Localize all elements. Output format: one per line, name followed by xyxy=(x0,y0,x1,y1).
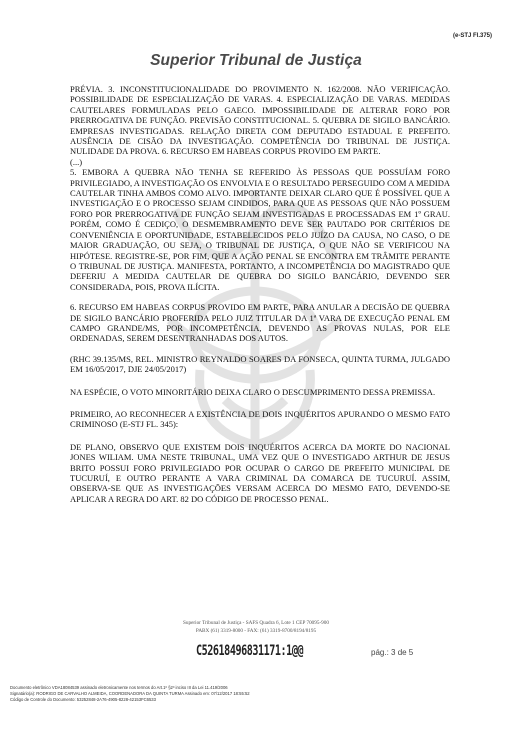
footer-address-line2: PABX (61) 3319-8000 - FAX: (61) 3319-8700/8194/8195 xyxy=(195,628,317,634)
paragraph-ementa-start: PRÉVIA. 3. INCONSTITUCIONALIDADE DO PROVIMENTO N. 162/2008. NÃO VERIFICAÇÃO. POSSIBILIDADE DE ESPECIALIZAÇÃO DE VARAS. 4. ESPECIALIZAÇÃO DE VARAS. MEDIDAS CAUTELARES FORMULADAS PELO GAECO. IMPOSSIBILIDADE DE ALTERAR FORO POR PRERROGATIVA DE FUNÇÃO. PREVISÃO CONSTITUCIONAL. 5. QUEBRA DE SIGILO BANCÁRIO. EMPRESAS INVESTIGADAS. RELAÇÃO DIRETA COM DEPUTADO ESTADUAL E PREFEITO. AUSÊNCIA DE CISÃO DA INVESTIGAÇÃO. COMPETÊNCIA DO TRIBUNAL DE JUSTIÇA. NULIDADE DA PROVA. 6. RECURSO EM HABEAS CORPUS PROVIDO EM PARTE. xyxy=(70,84,450,157)
page-reference: (e-STJ Fl.375) xyxy=(452,33,492,39)
paragraph-item-6: 6. RECURSO EM HABEAS CORPUS PROVIDO EM PARTE, PARA ANULAR A DECISÃO DE QUEBRA DE SIGILO BANCÁRIO PROFERIDA PELO JUIZ TITULAR DA 1ª VARA DE EXECUÇÃO PENAL EM CAMPO GRANDE/MS, POR INCOMPETÊNCIA, DEVENDO AS PROVAS NULAS, POR ELE ORDENADAS, SEREM DESENTRANHADAS DOS AUTOS. xyxy=(70,302,450,344)
paragraph-first-point: PRIMEIRO, AO RECONHECER A EXISTÊNCIA DE DOIS INQUÉRITOS APURANDO O MESMO FATO CRIMINOSO (E-STJ FL. 345): xyxy=(70,408,450,430)
electronic-signature-info xyxy=(10,685,510,703)
ellipsis-marker: (...) xyxy=(70,156,83,167)
paragraph-quote-two-inquiries: DE PLANO, OBSERVO QUE EXISTEM DOIS INQUÉRITOS ACERCA DA MORTE DO NACIONAL JONES WILIAM. UMA NESTE TRIBUNAL, UMA VEZ QUE O INVESTIGADO ARTHUR DE JESUS BRITO POSSUI FORO PRIVILEGIADO POR OCUPAR O CARGO DE PREFEITO MUNICIPAL DE TUCURUÍ, E OUTRO PERANTE A VARA CRIMINAL DA COMARCA DE TUCURUÍ. ASSIM, OBSERVA-SE QUE AS INVESTIGAÇÕES VERSAM ACERCA DO MESMO FATO, DEVENDO-SE APLICAR A REGRA DO ART. 82 DO CÓDIGO DE PROCESSO PENAL. xyxy=(70,441,450,504)
signature-line2: Signatário(a): RODRIGO DE CARVALHO ALMEIDA, COORDENADORA DA QUINTA TURMA Assinado em: 07/12/2017 18:55:52 xyxy=(10,691,250,696)
barcode-code: C52618496831171:1@@ xyxy=(196,643,304,659)
footer-address-line1: Superior Tribunal de Justiça - SAFS Quadra 6, Lote 1 CEP 70095-900 xyxy=(183,620,329,626)
signature-line3: Código de Controle do Documento: 53252848-2A76-4905-8228-42153FC6533 xyxy=(10,697,156,702)
court-header-title: Superior Tribunal de Justiça xyxy=(150,52,362,69)
signature-line1: Documento eletrônico VDA18084539 assinado eletronicamente nos termos do Art.1º §2º inciso III da Lei 11.419/2006 xyxy=(10,685,228,690)
page-number: pág.: 3 de 5 xyxy=(371,648,414,657)
paragraph-citation: (RHC 39.135/MS, REL. MINISTRO REYNALDO SOARES DA FONSECA, QUINTA TURMA, JULGADO EM 16/05/2017, DJE 24/05/2017) xyxy=(70,353,450,375)
paragraph-minority-vote: NA ESPÉCIE, O VOTO MINORITÁRIO DEIXA CLARO O DESCUMPRIMENTO DESSA PREMISSA. xyxy=(70,386,436,397)
paragraph-item-5: 5. EMBORA A QUEBRA NÃO TENHA SE REFERIDO ÀS PESSOAS QUE POSSUÍAM FORO PRIVILEGIADO, A INVESTIGAÇÃO OS ENVOLVIA E O RESULTADO PERSEGUIDO COM A MEDIDA CAUTELAR TINHA AMBOS COMO ALVO. IMPORTANTE DEIXAR CLARO QUE É POSSÍVEL QUE A INVESTIGAÇÃO E O PROCESSO SEJAM CINDIDOS, PARA QUE AS PESSOAS QUE NÃO POSSUEM FORO POR PRERROGATIVA DE FUNÇÃO SEJAM INVESTIGADAS E PROCESSADAS EM 1º GRAU. PORÉM, COMO É CEDIÇO, O DESMEMBRAMENTO DEVE SER PAUTADO POR CRITÉRIOS DE CONVENIÊNCIA E OPORTUNIDADE, ESTABELECIDOS PELO JUÍZO DA CAUSA, NO CASO, O DE MAIOR GRADUAÇÃO, OU SEJA, O TRIBUNAL DE JUSTIÇA, O QUE NÃO SE VERIFICOU NA HIPÓTESE. REGISTRE-SE, POR FIM, QUE A AÇÃO PENAL SE ENCONTRA EM TRÂMITE PERANTE O TRIBUNAL DE JUSTIÇA. MANIFESTA, PORTANTO, A INCOMPETÊNCIA DO MAGISTRADO QUE DEFERIU A MEDIDA CAUTELAR DE QUEBRA DO SIGILO BANCÁRIO, DEVENDO SER CONSIDERADA, POIS, PROVA ILÍCITA. xyxy=(70,167,450,292)
footer-address xyxy=(0,619,512,635)
document-body xyxy=(70,84,450,504)
